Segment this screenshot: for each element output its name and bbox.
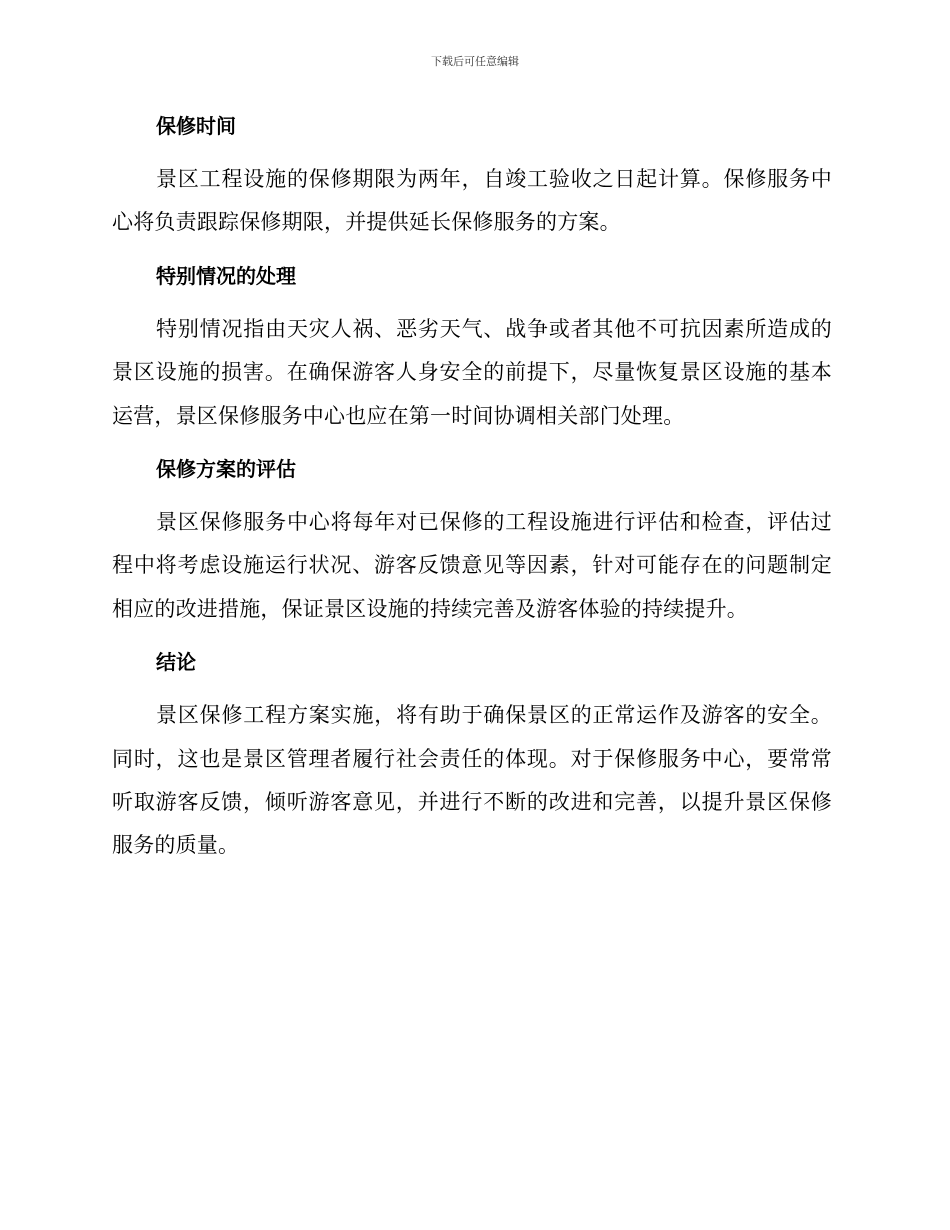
header-note: 下载后可任意编辑: [431, 55, 519, 68]
section-heading: 保修方案的评估: [156, 457, 296, 482]
document-body: [112, 108, 832, 881]
section-plan-evaluation: [112, 451, 832, 631]
section-paragraph: 景区保修服务中心将每年对已保修的工程设施进行评估和检查，评估过程中将考虑设施运行状况、游客反馈意见等因素，针对可能存在的问题制定相应的改进措施，保证景区设施的持续完善及游客体验的持续提升。: [112, 510, 832, 621]
section-special-cases: [112, 258, 832, 438]
section-conclusion: [112, 644, 832, 868]
section-heading: 结论: [156, 650, 196, 675]
section-heading: 特别情况的处理: [156, 263, 296, 288]
section-paragraph: 景区工程设施的保修期限为两年，自竣工验收之日起计算。保修服务中心将负责跟踪保修期限，并提供延长保修服务的方案。: [112, 167, 832, 235]
section-warranty-period: [112, 108, 832, 245]
section-heading: 保修时间: [156, 114, 236, 138]
section-paragraph: 景区保修工程方案实施，将有助于确保景区的正常运作及游客的安全。同时，这也是景区管理者履行社会责任的体现。对于保修服务中心，要常常听取游客反馈，倾听游客意见，并进行不断的改进和完善，以提升景区保修服务的质量。: [112, 703, 832, 858]
section-paragraph: 特别情况指由天灾人祸、恶劣天气、战争或者其他不可抗因素所造成的景区设施的损害。在确保游客人身安全的前提下，尽量恢复景区设施的基本运营，景区保修服务中心也应在第一时间协调相关部门处理。: [112, 316, 832, 428]
